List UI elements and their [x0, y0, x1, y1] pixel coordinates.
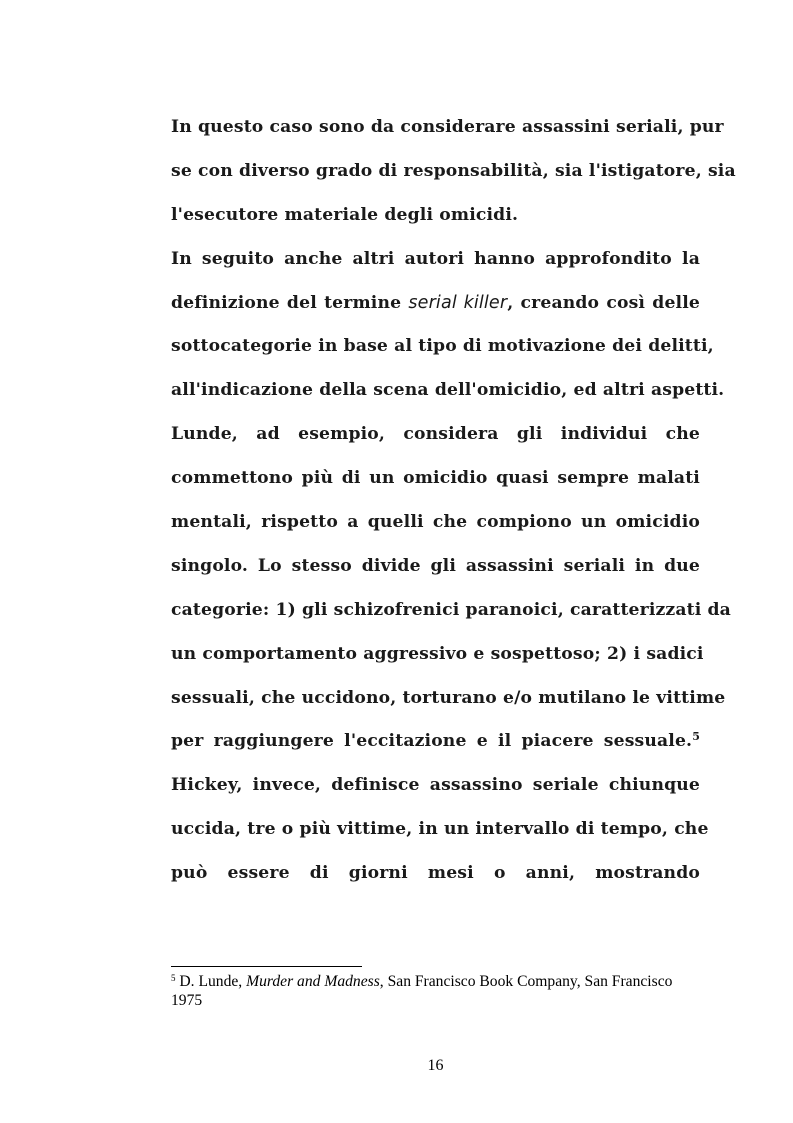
text-line: uccida, tre o più vittime, in un intervallo di tempo, che — [171, 819, 709, 840]
text-line: mentali, rispetto a quelli che compiono un omicidio — [171, 512, 700, 533]
text-line: Lunde, ad esempio, considera gli individui che — [171, 424, 700, 445]
emphasized-term: serial killer — [408, 292, 508, 313]
footnote-rest: , San Francisco Book Company, San Francisco 1975 — [171, 973, 673, 1009]
page-number: 16 — [427, 1057, 444, 1074]
text-line: Hickey, invece, definisce assassino seriale chiunque — [171, 775, 700, 796]
footnote — [171, 972, 701, 1010]
text-fragment: , creando così delle — [507, 292, 700, 313]
footnote-divider — [171, 966, 362, 967]
text-line: categorie: 1) gli schizofrenici paranoici, caratterizzati da — [171, 599, 731, 620]
text-line: un comportamento aggressivo e sospettoso; 2) i sadici — [171, 643, 704, 664]
text-line: singolo. Lo stesso divide gli assassini seriali in due — [171, 555, 700, 576]
footnote-author: D. Lunde, — [175, 973, 247, 990]
text-line: In questo caso sono da considerare assassini seriali, pur — [171, 117, 724, 137]
text-fragment: definizione del termine — [171, 292, 409, 313]
text-line: all'indicazione della scena dell'omicidio, ed altri aspetti. — [171, 380, 725, 401]
footnote-title: Murder and Madness — [246, 973, 380, 990]
text-line: l'esecutore materiale degli omicidi. — [171, 204, 519, 225]
footnote-number: 5 — [171, 973, 176, 983]
text-line — [171, 720, 700, 764]
text-line: commettono più di un omicidio quasi sempre malati — [171, 468, 700, 489]
text-line: In seguito anche altri autori hanno approfondito la — [171, 248, 700, 269]
text-fragment: per raggiungere l'eccitazione e il piacere sessuale. — [171, 731, 693, 752]
text-line: sessuali, che uccidono, torturano e/o mutilano le vittime — [171, 687, 726, 708]
text-line — [171, 282, 700, 326]
text-line: può essere di giorni mesi o anni, mostrando — [171, 863, 700, 884]
body-text — [171, 106, 736, 896]
text-line: se con diverso grado di responsabilità, sia l'istigatore, sia — [171, 160, 736, 181]
text-line: sottocategorie in base al tipo di motivazione dei delitti, — [171, 336, 714, 357]
footnote-reference[interactable]: 5 — [692, 730, 700, 744]
